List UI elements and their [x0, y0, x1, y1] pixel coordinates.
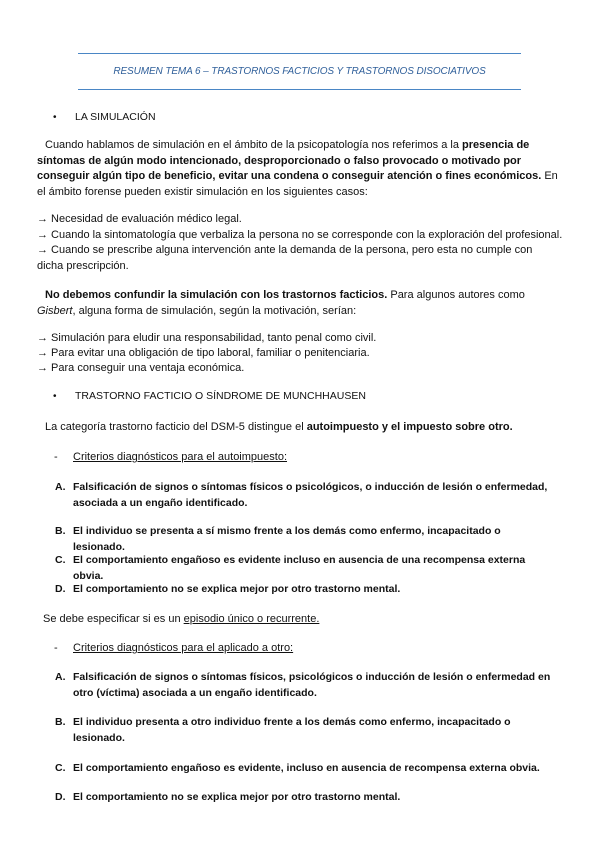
criterion-letter: C.	[55, 554, 66, 566]
paragraph-text: En el ámbito forense pueden existir simulación en los siguientes casos:	[37, 170, 558, 198]
paragraph-underlined: episodio único o recurrente.	[183, 613, 320, 625]
page-header: RESUMEN TEMA 6 – TRASTORNOS FACTICIOS Y TRASTORNOS DISOCIATIVOS	[113, 66, 486, 77]
paragraph-bold: presencia de síntomas de algún modo intencionado, desproporcionado o falso provocado o motivado por conseguir algún tipo de beneficio, evitar una condena o conseguir atención o fines económicos.	[37, 139, 542, 182]
section-title: TRASTORNO FACTICIO O SÍNDROME DE MUNCHHAUSEN	[75, 390, 366, 402]
paragraph-text: Para algunos autores como	[387, 289, 525, 301]
paragraph-simulation	[37, 138, 565, 200]
paragraph-bold: autoimpuesto y el impuesto sobre otro.	[306, 421, 513, 433]
criterion-item	[55, 479, 553, 511]
paragraph-bold: No debemos confundir la simulación con los trastornos facticios.	[45, 289, 388, 301]
criterion-letter: D.	[55, 791, 66, 803]
criterion-item	[55, 789, 553, 805]
criterion-letter: A.	[55, 671, 66, 683]
paragraph-text: La categoría trastorno facticio del DSM-5 distingue el	[45, 421, 307, 433]
list-item: → Cuando se prescribe alguna intervención ante la demanda de la persona, pero esta no cumple con dicha prescripción.	[37, 244, 533, 272]
list-item: → Cuando la sintomatología que verbaliza la persona no se corresponde con la exploración del profesional.	[37, 229, 563, 241]
section-title: LA SIMULACIÓN	[75, 111, 156, 123]
list-item: → Simulación para eludir una responsabilidad, tanto penal como civil.	[37, 332, 377, 344]
paragraph-text: , alguna forma de simulación, según la motivación, serían:	[72, 304, 357, 317]
criterion-text: El comportamiento engañoso es evidente incluso en ausencia de una recompensa externa obvia.	[73, 554, 526, 582]
criterion-item	[55, 523, 553, 555]
criterion-letter: A.	[55, 481, 66, 493]
criterion-item	[55, 669, 553, 701]
dash-marker: -	[54, 642, 58, 654]
header-rule-top	[78, 53, 521, 54]
criterion-text: Falsificación de signos o síntomas físicos o psicológicos, o inducción de lesión o enfermedad, asociada a un engaño identificado.	[73, 481, 548, 509]
criterion-text: Falsificación de signos o síntomas físicos, psicológicos o inducción de lesión o enfermedad en otro (víctima) asociada a un engaño identificado.	[73, 671, 551, 699]
paragraph-text: Se debe especificar si es un	[43, 613, 184, 625]
criterion-text: El comportamiento no se explica mejor por otro trastorno mental.	[73, 791, 401, 803]
criteria-heading: Criterios diagnósticos para el aplicado a otro:	[73, 642, 294, 654]
author-name: Gisbert	[37, 304, 73, 317]
criterion-text: El individuo presenta a otro individuo frente a los demás como enfermo, incapacitado o lesionado.	[73, 716, 511, 744]
paragraph-specify	[37, 612, 565, 628]
criterion-item	[55, 581, 553, 597]
list-item: → Necesidad de evaluación médico legal.	[37, 213, 242, 225]
criteria-heading: Criterios diagnósticos para el autoimpuesto:	[73, 451, 288, 463]
criterion-item	[55, 760, 553, 776]
criterion-letter: B.	[55, 525, 66, 537]
criterion-letter: C.	[55, 762, 66, 774]
dash-marker: -	[54, 451, 58, 463]
criterion-item	[55, 714, 553, 746]
criterion-text: El comportamiento engañoso es evidente, incluso en ausencia de recompensa externa obvia.	[73, 762, 540, 774]
criterion-item	[55, 552, 553, 584]
paragraph-intro	[37, 420, 565, 436]
section-bullet: •	[53, 112, 57, 123]
section-bullet: •	[53, 391, 57, 402]
paragraph-gisbert	[37, 288, 565, 319]
list-item: → Para conseguir una ventaja económica.	[37, 362, 245, 374]
header-rule-bottom	[78, 89, 521, 90]
criterion-letter: D.	[55, 583, 66, 595]
criterion-letter: B.	[55, 716, 66, 728]
list-item: → Para evitar una obligación de tipo laboral, familiar o penitenciaria.	[37, 347, 370, 359]
criterion-text: El comportamiento no se explica mejor por otro trastorno mental.	[73, 583, 401, 595]
paragraph-text: Cuando hablamos de simulación en el ámbito de la psicopatología nos referimos a la	[45, 139, 463, 151]
criterion-text: El individuo se presenta a sí mismo frente a los demás como enfermo, incapacitado o lesionado.	[73, 525, 501, 553]
